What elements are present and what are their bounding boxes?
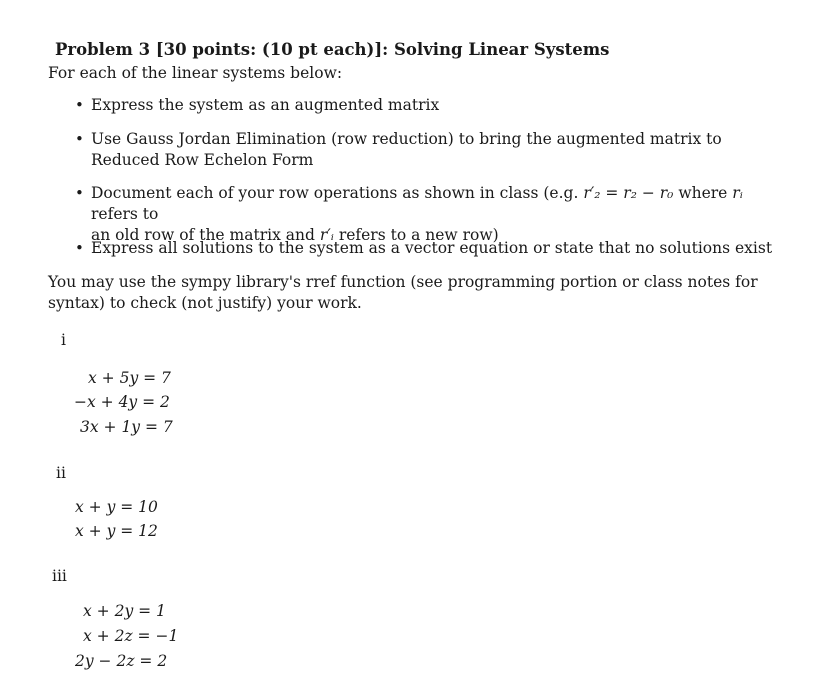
equation: 2y − 2z = 2 xyxy=(75,652,168,670)
bullet-icon: • xyxy=(75,184,84,202)
system-label-iii: iii xyxy=(52,567,67,585)
old-row-symbol: rᵢ xyxy=(732,184,743,202)
equation: −x + 4y = 2 xyxy=(74,393,170,411)
equation: x + 2z = −1 xyxy=(83,627,179,645)
bullet-icon: • xyxy=(75,239,84,257)
new-row-symbol: r′ᵢ xyxy=(319,226,334,244)
bullet-item-3-mid: where xyxy=(678,184,728,202)
bullet-item-2: Use Gauss Jordan Elimination (row reduction) to bring the augmented matrix to Reduced Row Echelon Form xyxy=(91,130,722,169)
bullet-icon: • xyxy=(75,96,84,114)
sympy-note: You may use the sympy library's rref function (see programming portion or class notes for syntax) to check (not justify) your work. xyxy=(48,273,758,312)
row-op-example: r′₂ = r₂ − r₀ xyxy=(583,184,674,202)
bullet-item-3-text: Document each of your row operations as shown in class (e.g. xyxy=(91,184,579,202)
bullet-item-3 xyxy=(91,183,771,246)
equation: x + 2y = 1 xyxy=(83,602,166,620)
problem-intro: For each of the linear systems below: xyxy=(48,64,343,82)
bullet-item-1: Express the system as an augmented matrix xyxy=(91,96,440,114)
equation: x + y = 12 xyxy=(75,522,158,540)
bullet-item-3-rest: refers to xyxy=(91,205,159,223)
bullet-icon: • xyxy=(75,130,84,148)
equation: x + 5y = 7 xyxy=(88,369,171,387)
equation: x + y = 10 xyxy=(75,498,158,516)
system-label-ii: ii xyxy=(56,464,66,482)
equation: 3x + 1y = 7 xyxy=(80,418,173,436)
system-label-i: i xyxy=(61,331,66,349)
bullet-item-4: Express all solutions to the system as a vector equation or state that no solutions exist xyxy=(91,239,773,257)
bullet-item-3-line2b: refers to a new row) xyxy=(338,226,499,244)
problem-title: Problem 3 [30 points: (10 pt each)]: Solving Linear Systems xyxy=(55,40,610,59)
bullet-item-3-line2a: an old row of the matrix and xyxy=(91,226,315,244)
